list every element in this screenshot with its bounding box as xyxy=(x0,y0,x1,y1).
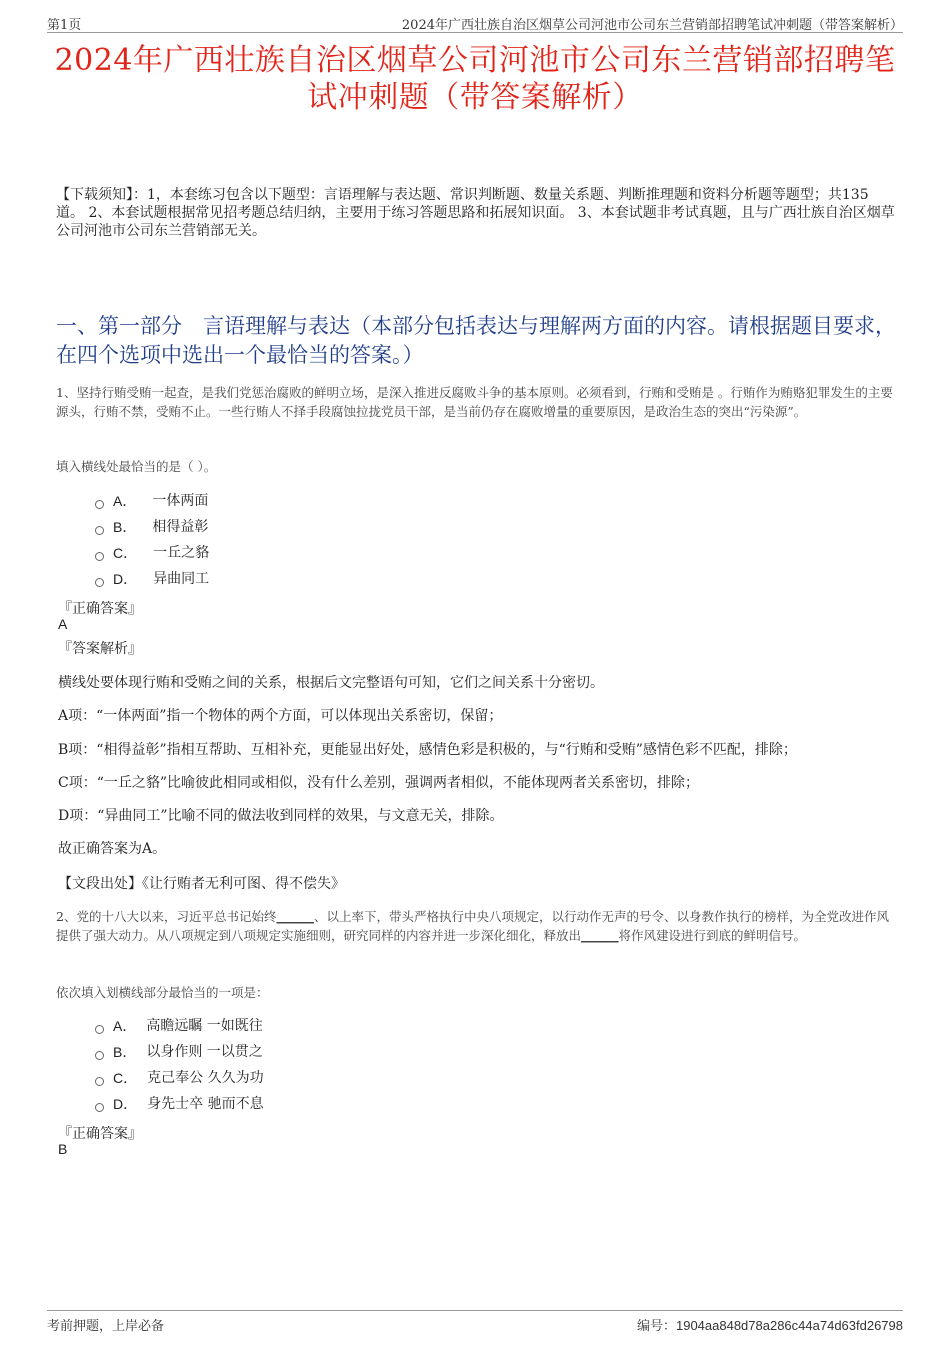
page-footer xyxy=(47,1310,903,1333)
source-citation: 【文段出处】《让行贿者无利可图、得不偿失》 xyxy=(58,876,345,892)
option-letter: C． xyxy=(113,1070,138,1086)
page-header xyxy=(47,12,903,33)
option-letter: C． xyxy=(113,545,138,561)
option-a[interactable] xyxy=(95,1013,264,1039)
fill-blank: ______ xyxy=(581,928,619,943)
stem-part: 将作风建设进行到底的鲜明信号。 xyxy=(618,928,807,943)
option-text: 以身作则 一以贯之 xyxy=(146,1044,263,1060)
question-2-instruction: 依次填入划横线部分最恰当的一项是： xyxy=(56,985,269,1000)
option-d[interactable] xyxy=(95,1091,264,1117)
question-1-instruction: 填入横线处最恰当的是（ ）。 xyxy=(56,459,217,474)
correct-answer-label: 『正确答案』 xyxy=(58,1126,142,1142)
stem-part: 、以上率下，带头严格执行中央八项规定，以行动作无声的号令、以身教作执行的榜样，为全党改进作风提供了强大动力。从八项规定到八项规定实施细则，研究同样的内容并进一步深化细化，释放出 xyxy=(56,909,889,943)
header-title: 2024年广西壮族自治区烟草公司河池市公司东兰营销部招聘笔试冲刺题（带答案解析） xyxy=(401,18,903,33)
radio-icon[interactable] xyxy=(95,500,104,509)
section-heading: 一、第一部分 言语理解与表达（本部分包括表达与理解两方面的内容。请根据题目要求，在四个选项中选出一个最恰当的答案。） xyxy=(56,314,896,367)
option-text: 一体两面 xyxy=(152,493,209,509)
option-letter: B． xyxy=(113,519,137,535)
option-letter: D． xyxy=(113,571,138,587)
fill-blank: ______ xyxy=(276,909,314,924)
option-text: 异曲同工 xyxy=(153,571,210,587)
download-notice: 【下载须知】：1，本套练习包含以下题型：言语理解与表达题、常识判断题、数量关系题、判断推理题和资料分析题等题型；共135道。 2、本套试题根据常见招考题总结归纳，主要用于练习答题思路和拓展知识面。 3、本套试题非考试真题，且与广西壮族自治区烟草公司河池市公司东兰营销部无关。 xyxy=(56,187,895,239)
analysis-line: D项：“异曲同工”比喻不同的做法收到同样的效果，与文意无关，排除。 xyxy=(58,808,504,824)
option-d[interactable] xyxy=(95,566,209,592)
question-1-stem: 1、坚持行贿受贿一起查，是我们党惩治腐败的鲜明立场，是深入推进反腐败斗争的基本原则。必须看到，行贿和受贿是 。行贿作为贿赂犯罪发生的主要源头，行贿不禁，受贿不止。一些行贿人不择手段腐蚀拉拢党员干部，是当前仍存在腐败增量的重要原因，是政治生态的突出“污染源”。 xyxy=(56,385,893,419)
analysis-label: 『答案解析』 xyxy=(58,641,142,657)
radio-icon[interactable] xyxy=(95,1025,104,1034)
page-number: 第1页 xyxy=(47,18,82,33)
option-text: 克己奉公 久久为功 xyxy=(147,1070,264,1086)
radio-icon[interactable] xyxy=(95,1051,104,1060)
option-b[interactable] xyxy=(95,514,209,540)
question-1-options xyxy=(95,488,209,592)
radio-icon[interactable] xyxy=(95,1103,104,1112)
option-c[interactable] xyxy=(95,540,209,566)
correct-answer-label: 『正确答案』 xyxy=(58,601,142,617)
option-letter: D． xyxy=(113,1096,138,1112)
radio-icon[interactable] xyxy=(95,1077,104,1086)
option-c[interactable] xyxy=(95,1065,264,1091)
document-code xyxy=(637,1315,903,1334)
option-text: 一丘之貉 xyxy=(153,545,210,561)
code-value: 1904aa848d78a286c44a74d63fd26798 xyxy=(675,1318,903,1333)
option-text: 相得益彰 xyxy=(152,519,209,535)
question-2-options xyxy=(95,1013,264,1117)
radio-icon[interactable] xyxy=(95,552,104,561)
option-text: 身先士卒 驰而不息 xyxy=(147,1096,264,1112)
option-letter: A． xyxy=(113,1018,137,1034)
radio-icon[interactable] xyxy=(95,526,104,535)
question-2-stem xyxy=(56,907,896,945)
correct-answer: B xyxy=(58,1141,68,1157)
option-text: 高瞻远瞩 一如既往 xyxy=(146,1018,263,1034)
document-title: 2024年广西壮族自治区烟草公司河池市公司东兰营销部招聘笔试冲刺题（带答案解析） xyxy=(54,43,896,115)
option-b[interactable] xyxy=(95,1039,264,1065)
option-a[interactable] xyxy=(95,488,209,514)
code-label: 编号： xyxy=(636,1319,676,1334)
analysis-line: B项：“相得益彰”指相互帮助、互相补充，更能显出好处，感情色彩是积极的，与“行贿和受贿”感情色彩不匹配，排除； xyxy=(58,742,797,758)
analysis-line: 横线处要体现行贿和受贿之间的关系，根据后文完整语句可知，它们之间关系十分密切。 xyxy=(58,675,604,691)
option-letter: B． xyxy=(113,1044,137,1060)
stem-part: 2、党的十八大以来，习近平总书记始终 xyxy=(56,909,277,924)
radio-icon[interactable] xyxy=(95,578,104,587)
footer-slogan: 考前押题，上岸必备 xyxy=(47,1319,165,1334)
analysis-line: C项：“一丘之貉”比喻彼此相同或相似，没有什么差别，强调两者相似，不能体现两者关系密切，排除； xyxy=(58,775,700,791)
option-letter: A． xyxy=(113,493,137,509)
analysis-conclusion: 故正确答案为A。 xyxy=(58,841,167,857)
analysis-line: A项：“一体两面”指一个物体的两个方面，可以体现出关系密切，保留； xyxy=(58,708,503,724)
correct-answer: A xyxy=(58,616,68,632)
